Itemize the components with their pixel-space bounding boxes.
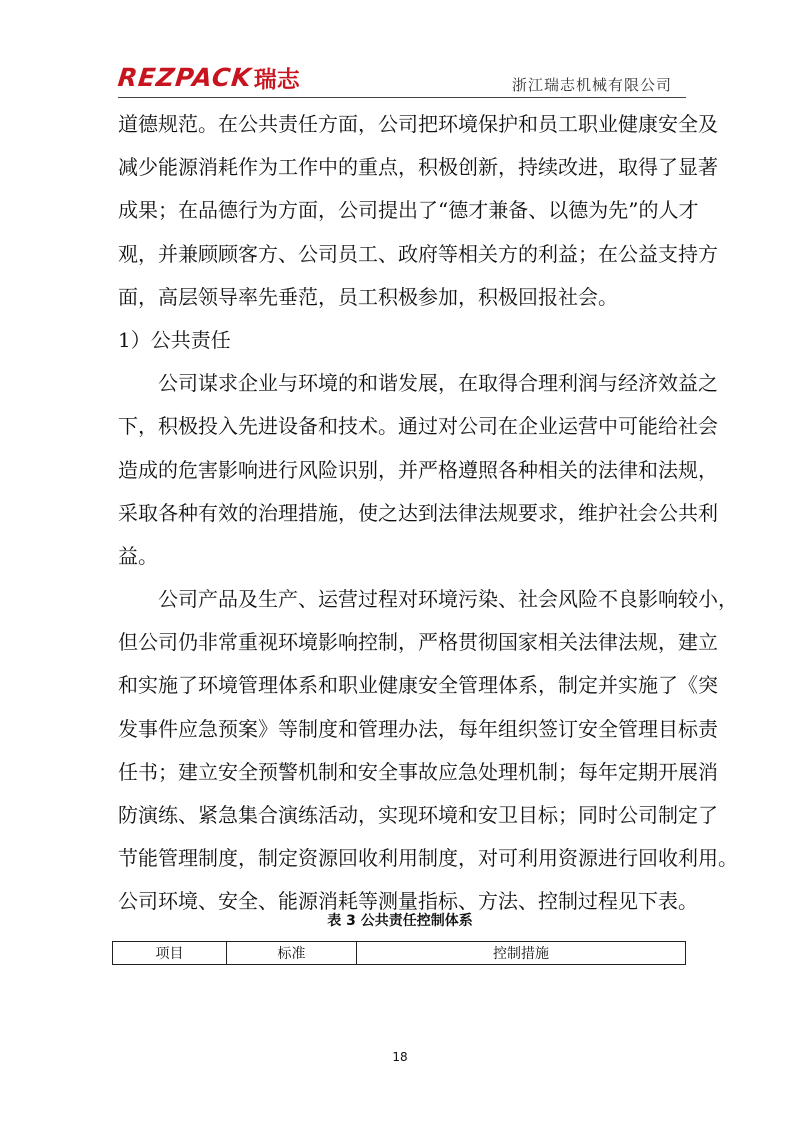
paragraph-line: 道德规范。在公共责任方面，公司把环境保护和员工职业健康安全及 <box>118 112 718 136</box>
table-header-row <box>113 942 686 965</box>
paragraph-line: 观，并兼顾顾客方、公司员工、政府等相关方的利益；在公益支持方 <box>118 241 718 266</box>
paragraph-line: 和实施了环境管理体系和职业健康安全管理体系，制定并实施了《突 <box>118 673 718 698</box>
logo-chinese: 瑞志 <box>253 66 300 93</box>
body-text <box>118 103 738 924</box>
paragraph-line: 下，积极投入先进设备和技术。通过对公司在企业运营中可能给社会 <box>118 414 718 439</box>
paragraph-line: 成果；在品德行为方面，公司提出了“德才兼备、以德为先”的人才 <box>118 198 699 223</box>
column-header-standard: 标准 <box>227 942 357 965</box>
section-heading: 1）公共责任 <box>118 327 231 352</box>
company-logo <box>116 62 300 93</box>
control-table <box>112 941 686 965</box>
paragraph-line: 发事件应急预案》等制度和管理办法，每年组织签订安全管理目标责 <box>118 716 718 741</box>
column-header-item: 项目 <box>113 942 227 965</box>
paragraph-line: 节能管理制度，制定资源回收利用制度，对可利用资源进行回收利用。 <box>118 846 738 871</box>
paragraph-line: 公司产品及生产、运营过程对环境污染、社会风险不良影响较小， <box>158 587 738 612</box>
paragraph-line: 面，高层领导率先垂范，员工积极参加，积极回报社会。 <box>118 284 618 309</box>
paragraph-line: 公司环境、安全、能源消耗等测量指标、方法、控制过程见下表。 <box>118 889 698 914</box>
paragraph-line: 但公司仍非常重视环境影响控制，严格贯彻国家相关法律法规，建立 <box>118 630 718 655</box>
header-divider <box>118 97 686 98</box>
paragraph-line: 造成的危害影响进行风险识别，并严格遵照各种相关的法律和法规， <box>118 457 718 482</box>
table-caption: 表 3 公共责任控制体系 <box>327 913 473 929</box>
paragraph-line: 公司谋求企业与环境的和谐发展，在取得合理利润与经济效益之 <box>158 371 718 396</box>
page-number: 18 <box>392 1050 408 1064</box>
paragraph-line: 减少能源消耗作为工作中的重点，积极创新，持续改进，取得了显著 <box>118 155 718 180</box>
column-header-measures: 控制措施 <box>357 942 686 965</box>
page-header <box>118 62 686 96</box>
paragraph-line: 防演练、紧急集合演练活动，实现环境和安卫目标；同时公司制定了 <box>118 803 718 827</box>
company-name: 浙江瑞志机械有限公司 <box>511 76 672 94</box>
paragraph-line: 益。 <box>118 543 158 568</box>
paragraph-line: 采取各种有效的治理措施，使之达到法律法规要求，维护社会公共利 <box>118 500 718 525</box>
logo-wordmark: REZPACK <box>116 62 254 92</box>
paragraph-line: 任书；建立安全预警机制和安全事故应急处理机制；每年定期开展消 <box>118 759 718 784</box>
